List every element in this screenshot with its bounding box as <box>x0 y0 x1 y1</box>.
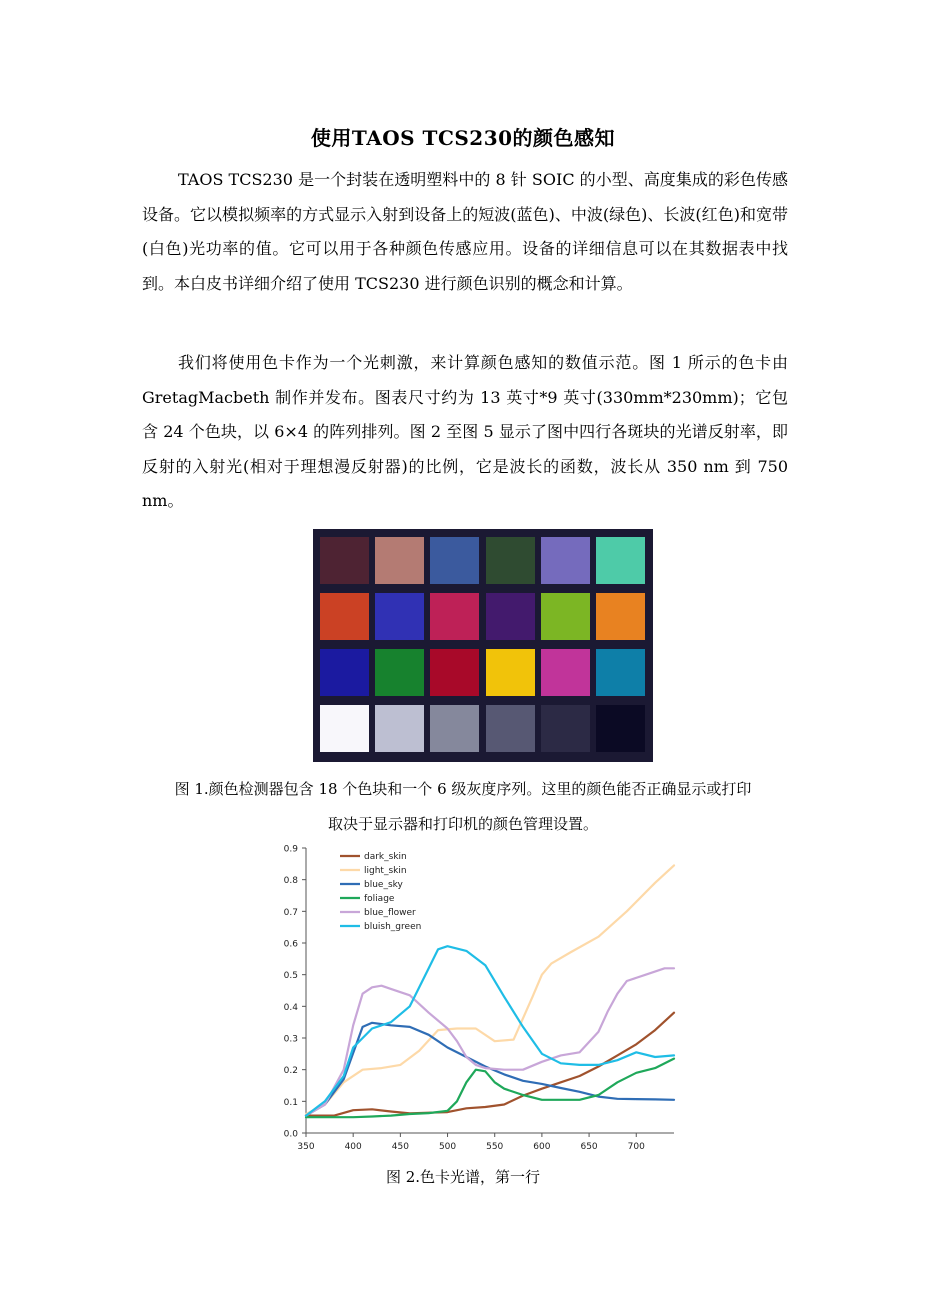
color-patch <box>320 705 369 752</box>
document-title: 使用TAOS TCS230的颜色感知 <box>310 126 616 150</box>
paragraph-intro: TAOS TCS230 是一个封装在透明塑料中的 8 针 SOIC 的小型、高度集成的彩色传感设备。它以模拟频率的方式显示入射到设备上的短波(蓝色)、中波(绿色)、长波(红色)和宽带(白色)光功率的值。它可以用于各种颜色传感应用。设备的详细信息可以在其数据表中找到。本白皮书详细介绍了使用 TCS230 进行颜色识别的概念和计算。 <box>142 170 788 293</box>
color-patch <box>375 593 424 640</box>
x-tick-label: 450 <box>391 1142 409 1152</box>
color-patch <box>430 705 479 752</box>
color-patch <box>541 649 590 696</box>
x-tick-label: 650 <box>580 1142 598 1152</box>
figure1-caption-line2: 取决于显示器和打印机的颜色管理设置。 <box>327 815 598 833</box>
paragraph-color-checker: 我们将使用色卡作为一个光刺激，来计算颜色感知的数值示范。图 1 所示的色卡由 GretagMacbeth 制作并发布。图表尺寸约为 13 英寸*9 英寸(330mm*230mm)；它包含 24 个色块，以 6×4 的阵列排列。图 2 至图 5 显示了图中四行各斑块的光谱反射率，即反射的入射光(相对于理想漫反射器)的比例，它是波长的函数，波长从 350 nm 到 750 nm。 <box>142 353 788 510</box>
legend-label: bluish_green <box>364 922 422 932</box>
color-patch <box>541 537 590 584</box>
spectral-reflectance-chart <box>268 838 688 1158</box>
x-tick-label: 600 <box>533 1142 551 1152</box>
y-tick-label: 0.4 <box>283 1002 298 1013</box>
color-patch <box>430 649 479 696</box>
figure1-caption-line1: 图 1.颜色检测器包含 18 个色块和一个 6 级灰度序列。这里的颜色能否正确显示或打印 <box>174 780 752 798</box>
color-patch <box>430 593 479 640</box>
color-patch <box>486 593 535 640</box>
color-patch <box>596 705 645 752</box>
color-patch <box>541 705 590 752</box>
y-tick-label: 0.7 <box>283 907 298 918</box>
color-patch <box>320 649 369 696</box>
series-line-blue_flower <box>306 968 674 1115</box>
color-patch <box>375 537 424 584</box>
color-patch <box>486 705 535 752</box>
y-tick-label: 0.9 <box>283 844 298 855</box>
color-patch <box>375 705 424 752</box>
y-tick-label: 0.0 <box>283 1129 298 1140</box>
color-patch <box>375 649 424 696</box>
color-patch <box>320 593 369 640</box>
legend-label: blue_flower <box>364 908 416 918</box>
color-patch <box>320 537 369 584</box>
figure2-caption: 图 2.色卡光谱，第一行 <box>385 1168 541 1186</box>
y-tick-label: 0.1 <box>283 1097 298 1108</box>
y-tick-label: 0.3 <box>283 1034 298 1045</box>
legend-label: foliage <box>364 894 395 904</box>
y-tick-label: 0.8 <box>283 876 298 887</box>
legend-label: blue_sky <box>364 880 403 890</box>
color-patch <box>541 593 590 640</box>
color-patch <box>596 649 645 696</box>
y-tick-label: 0.5 <box>283 971 298 982</box>
y-tick-label: 0.6 <box>283 939 298 950</box>
color-patch <box>430 537 479 584</box>
color-patch <box>596 537 645 584</box>
legend-label: light_skin <box>364 866 407 876</box>
color-patch <box>486 649 535 696</box>
x-tick-label: 700 <box>627 1142 645 1152</box>
x-tick-label: 500 <box>438 1142 457 1152</box>
x-tick-label: 550 <box>486 1142 504 1152</box>
x-tick-label: 350 <box>297 1142 315 1152</box>
color-patch <box>486 537 535 584</box>
x-tick-label: 400 <box>344 1142 362 1152</box>
color-patch <box>596 593 645 640</box>
color-checker-image <box>313 529 653 762</box>
y-tick-label: 0.2 <box>283 1066 298 1077</box>
legend-label: dark_skin <box>364 852 407 862</box>
